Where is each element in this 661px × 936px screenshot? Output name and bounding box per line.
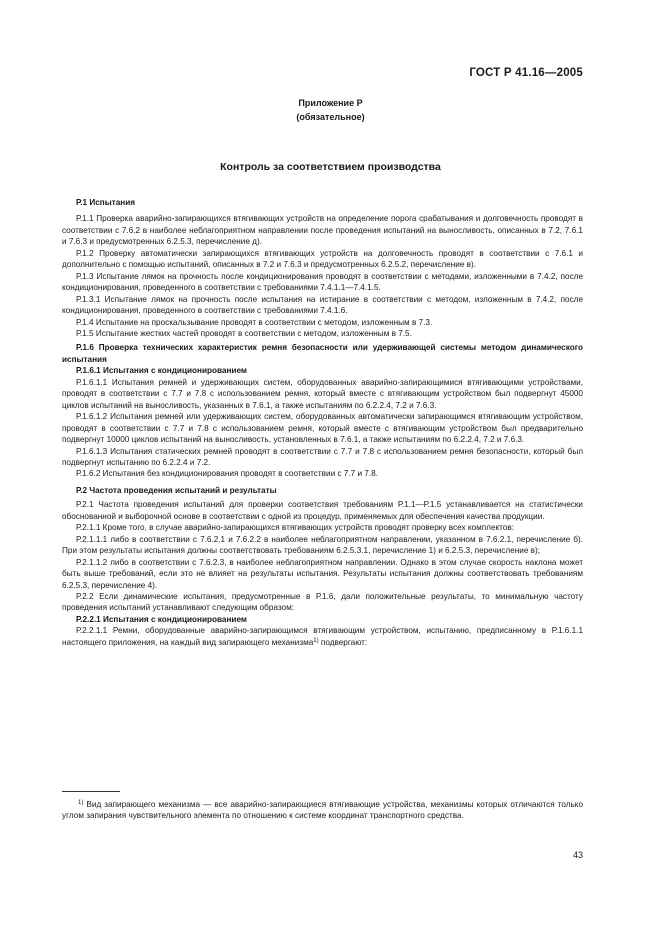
paragraph: Р.1.6.1.1 Испытания ремней и удерживающих систем, оборудованных аварийно-запирающимися втягивающими устройствами, проводят в соответствии с 7.7 и 7.8 с использованием ремня, который вместе с втягивающим устройством был подвергнут 45000 циклов испытаний на выносливость, указанных в 7.6.1, а также испытаниям по 6.2.2.4, 7.2 и 7.6.3. (62, 377, 583, 410)
paragraph: Р.2.1.1.2 либо в соответствии с 7.6.2.3, в наиболее неблагоприятном направлении. Однако в этом случае скорость наклона может быть выше требований, если это не влияет на результаты испытания. Результаты испытания должны соответствовать требованиям 6.2.5.3, перечисление 4). (62, 557, 583, 590)
paragraph-text: подвергают: (318, 637, 368, 647)
document-title: Контроль за соответствием производства (220, 161, 441, 173)
paragraph: Р.1.6.2 Испытания без кондиционирования проводят в соответствии с 7.7 и 7.8. (76, 469, 378, 479)
paragraph-text: Р.2.2.1.1 Ремни, оборудованные аварийно-запирающимся втягивающим устройством, испытанию, предписанному в Р.1.6.1.1 настоящего приложения, на каждый вид запирающего механизма (62, 626, 583, 647)
subsection-heading: Р.1.6.1 Испытания с кондиционированием (76, 366, 247, 376)
footnote (62, 799, 583, 822)
paragraph: Р.1.1 Проверка аварийно-запирающихся втягивающих устройств на определение порога срабатывания и долговечность проводят в соответствии с 7.6.2 в наиболее неблагоприятном направлении после проведения испытаний на выносливость, описанных в 7.2, 7.6.1 и 7.6.3 и предусмотренных 6.2.5.3, перечисление д). (62, 214, 583, 247)
paragraph: Р.1.6.1.2 Испытания ремней или удерживающих систем, оборудованных автоматически запирающимся втягивающим устройством, проводят в соответствии с 7.7 и 7.8 с использованием ремня, который вместе с втягивающим устройством был предварительно подвергнут 10000 циклов испытаний на выносливость, установленных в 7.6.1, а также испытаниям по 6.2.2.4, 7.2 и 7.6.3. (62, 412, 583, 445)
paragraph: Р.1.4 Испытание на проскальзывание проводят в соответствии с методом, изложенным в 7.3. (76, 317, 433, 327)
paragraph: Р.2.1.1.1 либо в соответствии с 7.6.2.1 и 7.6.2.2 в наиболее неблагоприятном направлении, указанном в 7.6.2.1, перечисление б). При этом результаты испытания должны соответствовать требованиям 6.2.5.3.1, перечисление 1) и 6.2.5.3, перечисление в); (62, 534, 583, 556)
page-number: 43 (572, 850, 583, 860)
paragraph: Р.1.5 Испытание жестких частей проводят в соответствии с методом, изложенным в 7.5. (76, 328, 412, 338)
footnote-mark: 1) (78, 800, 84, 806)
footnote-text: Вид запирающего механизма — все аварийно-запирающиеся втягивающие устройства, механизмы которых отличаются только углом запирания чувствительного элемента по отношению к системе координат транспортного средства. (62, 800, 583, 821)
paragraph: Р.1.3.1 Испытание лямок на прочность после испытания на истирание в соответствии с методом, изложенным в 7.4.2, после кондиционирования, проведенного в соответствии с требованиями 7.4.1.6. (62, 294, 583, 316)
standard-header: ГОСТ Р 41.16—2005 (469, 67, 583, 79)
paragraph: Р.1.6.1.3 Испытания статических ремней проводят в соответствии с 7.7 и 7.8 с использованием ремня безопасности, который был подвергнут испытанию по 6.2.2.4 и 7.2. (62, 446, 583, 467)
paragraph: Р.2.1 Частота проведения испытаний для проверки соответствия требованиям Р.1.1—Р.1.5 устанавливается на статистически обоснованной и выборочной основе в соответствии с одной из процедур, применяемых для обеспечения качества продукции. (62, 500, 583, 521)
document-body (62, 197, 583, 648)
annex-title: Приложение Р (298, 98, 363, 108)
paragraph (62, 625, 583, 648)
footnote-ref: 1) (313, 637, 319, 644)
paragraph: Р.1.2 Проверку автоматически запирающихся втягивающих устройств на долговечность проводят в соответствии с 7.6.1 и дополнительно с помощью испытаний, описанных в 7.2 и 7.6.3 и предусмотренных 6.2.5.2, перечисление в). (62, 248, 583, 270)
annex-status: (обязательное) (296, 112, 365, 122)
paragraph: Р.2.2 Если динамические испытания, предусмотренные в Р.1.6, дали положительные результаты, то минимальную частоту проведения испытаний устанавливают следующим образом: (62, 591, 583, 613)
subsection-heading: Р.2.2.1 Испытания с кондиционированием (76, 614, 247, 624)
subsection-heading: Р.1.6 Проверка технических характеристик ремня безопасности или удерживающей системы методом динамического испытания (62, 343, 583, 364)
paragraph: Р.1.3 Испытание лямок на прочность после кондиционирования проводят в соответствии с методами, изложенными в 7.4.2, после кондиционирования, проведенного в соответствии с требованиями 7.4.1.1—7.4.1.5. (62, 271, 583, 293)
footnote-separator (62, 791, 120, 792)
paragraph: Р.2.1.1 Кроме того, в случае аварийно-запирающихся втягивающих устройств проводят проверку всех комплектов: (76, 523, 515, 533)
section-heading: Р.1 Испытания (76, 198, 136, 207)
section-heading: Р.2 Частота проведения испытаний и результаты (76, 485, 277, 495)
